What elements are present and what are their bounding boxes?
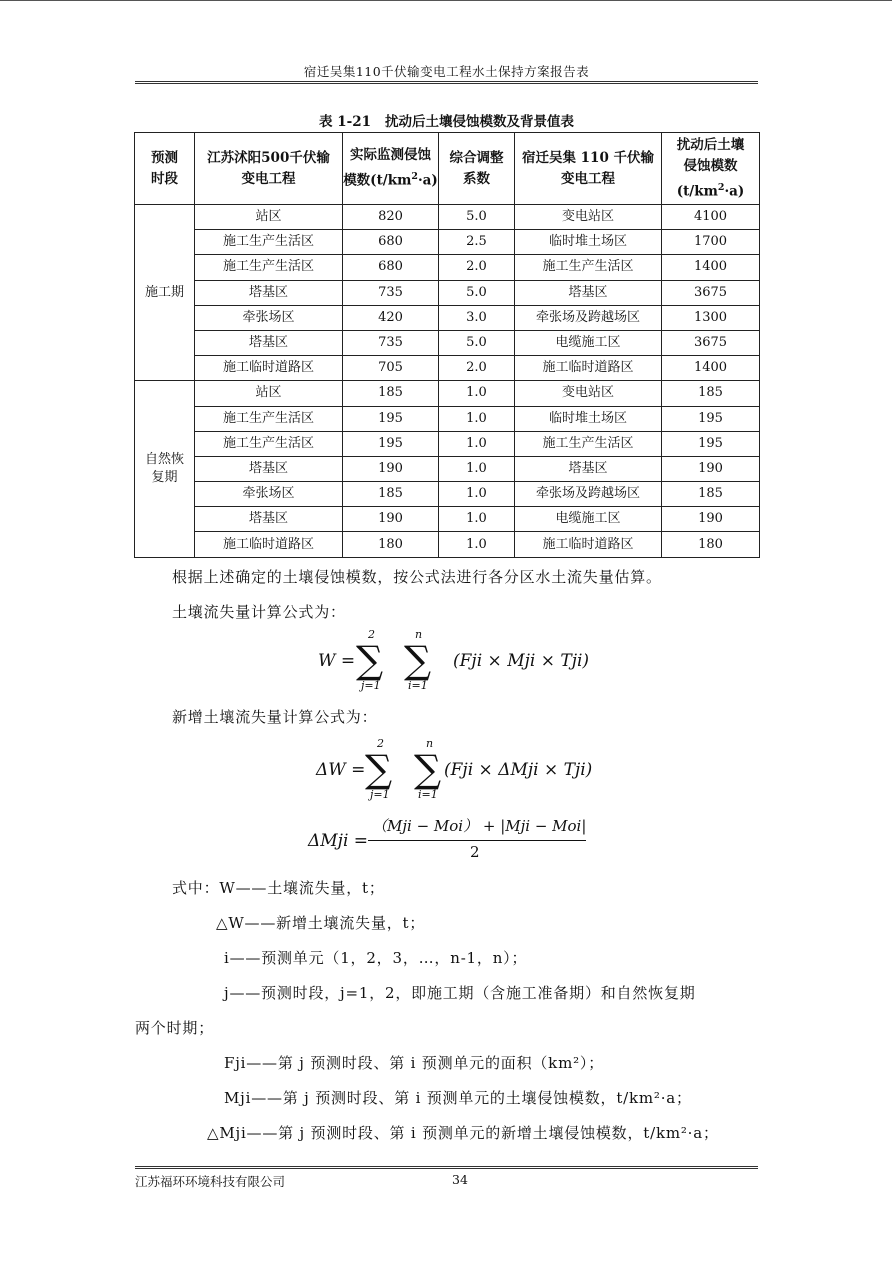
table-cell: 牵张场区 (195, 482, 343, 507)
table-cell: 电缆施工区 (515, 507, 662, 532)
formula-w-sum1-upper: 2 (368, 628, 375, 641)
table-cell: 185 (343, 381, 439, 406)
formula-dm-denominator: 2 (470, 843, 480, 861)
table-cell: 施工临时道路区 (195, 356, 343, 381)
table-cell: 190 (343, 456, 439, 481)
footer-rule (135, 1166, 758, 1167)
table-caption (135, 110, 758, 130)
table-row (135, 280, 760, 305)
table-row (135, 205, 760, 230)
formula-w-sum2-lower: i=1 (408, 679, 428, 692)
table-cell: 临时堆土场区 (515, 406, 662, 431)
definition-j-line1: j——预测时段，j=1，2，即施工期（含施工准备期）和自然恢复期 (224, 984, 696, 1002)
table-cell: 185 (662, 381, 760, 406)
formula-dm-fraction-line (368, 840, 586, 841)
table-cell: 施工生产生活区 (195, 406, 343, 431)
footer-rule-2 (135, 1168, 758, 1169)
table-row (135, 255, 760, 280)
page-number: 34 (452, 1172, 468, 1187)
table-cell: 1300 (662, 305, 760, 330)
table-header-row (135, 133, 760, 205)
paragraph-estimate: 根据上述确定的土壤侵蚀模数，按公式法进行各分区水土流失量估算。 (172, 568, 662, 586)
formula-dw-sum2-upper: n (426, 737, 434, 750)
table-cell: 1.0 (439, 507, 515, 532)
table-cell: 站区 (195, 381, 343, 406)
table-cell: 735 (343, 330, 439, 355)
table-cell: 705 (343, 356, 439, 381)
table-cell: 施工临时道路区 (515, 356, 662, 381)
table-row (135, 456, 760, 481)
table-cell: 1.0 (439, 431, 515, 456)
table-row (135, 381, 760, 406)
table-cell: 420 (343, 305, 439, 330)
table-row (135, 356, 760, 381)
table-row (135, 507, 760, 532)
table-cell: 4100 (662, 205, 760, 230)
table-cell: 施工生产生活区 (515, 431, 662, 456)
header-coef: 综合调整 系数 (439, 133, 515, 205)
table-cell: 1.0 (439, 482, 515, 507)
table-cell: 820 (343, 205, 439, 230)
erosion-modulus-table (134, 132, 760, 558)
formula-dw-lhs: ΔW = (316, 760, 366, 780)
table-cell: 施工生产生活区 (195, 230, 343, 255)
table-cell: 牵张场及跨越场区 (515, 305, 662, 330)
definition-m: Mji——第 j 预测时段、第 i 预测单元的土壤侵蚀模数，t/km²·a； (224, 1089, 692, 1107)
header-modulus: 扰动后土壤 侵蚀模数 $(t/km^2\cdot a)$ (662, 133, 760, 205)
table-cell: 190 (662, 507, 760, 532)
table-cell: 2.0 (439, 356, 515, 381)
header-ref-project: 江苏沭阳500千伏输 变电工程 (195, 133, 343, 205)
formula-dm-numerator: （Mji − Moi） + |Mji − Moi| (372, 817, 587, 835)
formula-dw-body: (Fji × ΔMji × Tji) (444, 760, 593, 780)
table-cell: 3.0 (439, 305, 515, 330)
table-cell: 牵张场及跨越场区 (515, 482, 662, 507)
table-cell: 施工生产生活区 (195, 431, 343, 456)
formula-w-sum1-lower: j=1 (361, 679, 381, 692)
table-row (135, 482, 760, 507)
table-body (135, 205, 760, 558)
paragraph-new-formula-intro: 新增土壤流失量计算公式为： (172, 708, 378, 726)
table-cell: 临时堆土场区 (515, 230, 662, 255)
table-cell: 3675 (662, 330, 760, 355)
table-cell: 1.0 (439, 406, 515, 431)
table-cell: 2.5 (439, 230, 515, 255)
formula-dw-sum1-upper: 2 (377, 737, 384, 750)
table-row (135, 406, 760, 431)
formula-dw-sigma-1: ∑ (365, 747, 393, 791)
header-rule (135, 81, 758, 82)
table-cell: 施工临时道路区 (195, 532, 343, 557)
table-cell: 180 (662, 532, 760, 557)
formula-w-body: (Fji × Mji × Tji) (453, 651, 590, 671)
formula-w-sigma-1: ∑ (356, 638, 384, 682)
table-cell: 190 (343, 507, 439, 532)
header-this-project: 宿迁吴集 110 千伏输 变电工程 (515, 133, 662, 205)
formula-w-sum2-upper: n (415, 628, 423, 641)
footer-company: 江苏福环环境科技有限公司 (135, 1174, 286, 1189)
paragraph-formula-intro: 土壤流失量计算公式为： (172, 603, 346, 621)
header-rule-2 (135, 83, 758, 84)
table-cell: 1.0 (439, 532, 515, 557)
table-cell: 站区 (195, 205, 343, 230)
table-cell: 变电站区 (515, 381, 662, 406)
table-cell: 185 (662, 482, 760, 507)
table-cell: 2.0 (439, 255, 515, 280)
table-cell: 735 (343, 280, 439, 305)
formula-dw-sigma-2: ∑ (414, 747, 442, 791)
table-cell: 塔基区 (195, 456, 343, 481)
definition-i: i——预测单元（1，2，3，…，n-1，n）； (224, 949, 528, 967)
definition-j-line2: 两个时期； (135, 1019, 215, 1037)
table-cell: 电缆施工区 (515, 330, 662, 355)
table-cell: 施工临时道路区 (515, 532, 662, 557)
table-cell: 变电站区 (515, 205, 662, 230)
table-cell: 1.0 (439, 456, 515, 481)
formula-w-sigma-2: ∑ (404, 638, 432, 682)
formula-dw-sum2-lower: i=1 (418, 788, 438, 801)
table-cell: 3675 (662, 280, 760, 305)
top-border (0, 0, 892, 1)
table-row (135, 305, 760, 330)
table-number: 表 1-21 (319, 114, 371, 130)
definition-delta-w: △W——新增土壤流失量，t； (216, 914, 426, 932)
formula-dw-sum1-lower: j=1 (370, 788, 390, 801)
table-cell: 施工生产生活区 (195, 255, 343, 280)
table-row (135, 230, 760, 255)
table-cell: 塔基区 (195, 507, 343, 532)
table-cell: 195 (662, 406, 760, 431)
table-cell: 190 (662, 456, 760, 481)
table-cell: 1700 (662, 230, 760, 255)
table-row (135, 532, 760, 557)
table-cell: 塔基区 (195, 330, 343, 355)
formula-dm-lhs: ΔMji = (308, 831, 369, 851)
table-cell: 195 (343, 431, 439, 456)
table-cell: 680 (343, 230, 439, 255)
definition-w: 式中：W——土壤流失量，t； (172, 879, 385, 897)
definition-f: Fji——第 j 预测时段、第 i 预测单元的面积（km²）； (224, 1054, 605, 1072)
table-cell: 塔基区 (515, 280, 662, 305)
table-cell: 5.0 (439, 330, 515, 355)
table-cell: 牵张场区 (195, 305, 343, 330)
table-cell: 180 (343, 532, 439, 557)
page-header: 宿迁吴集110千伏输变电工程水土保持方案报告表 (303, 64, 590, 79)
table-cell: 195 (343, 406, 439, 431)
table-cell: 185 (343, 482, 439, 507)
period-cell: 施工期 (135, 205, 195, 381)
formula-w-lhs: W = (318, 651, 356, 671)
table-cell: 施工生产生活区 (515, 255, 662, 280)
table-cell: 195 (662, 431, 760, 456)
table-cell: 1400 (662, 255, 760, 280)
table-cell: 1400 (662, 356, 760, 381)
period-cell: 自然恢 复期 (135, 381, 195, 557)
table-cell: 塔基区 (515, 456, 662, 481)
table-cell: 5.0 (439, 280, 515, 305)
table-title: 扰动后土壤侵蚀模数及背景值表 (384, 114, 574, 130)
table-cell: 5.0 (439, 205, 515, 230)
table-row (135, 431, 760, 456)
table-row (135, 330, 760, 355)
table-cell: 塔基区 (195, 280, 343, 305)
header-period: 预测 时段 (135, 133, 195, 205)
definition-delta-m: △Mji——第 j 预测时段、第 i 预测单元的新增土壤侵蚀模数，t/km²·a； (207, 1124, 719, 1142)
table-cell: 1.0 (439, 381, 515, 406)
header-measured: 实际监测侵蚀 模数$(t/km^2\cdot a)$ (343, 133, 439, 205)
table-cell: 680 (343, 255, 439, 280)
